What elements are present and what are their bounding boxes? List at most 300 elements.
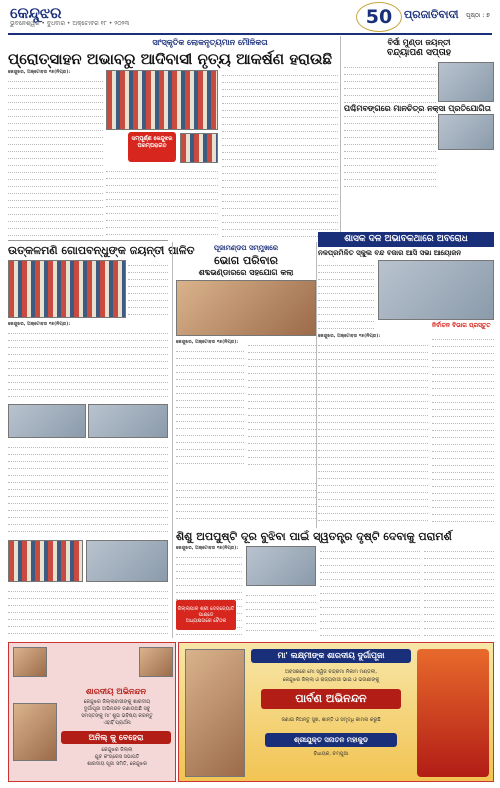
text-line (8, 477, 168, 483)
date-line: ଭୁବନେଶ୍ୱର • ବୁଧବାର • ଅକ୍ଟୋବର ୧୮ • ୨୦୨୩ (10, 20, 130, 27)
ad-right-title: ପାର୍ବଣ ଅଭିନନ୍ଦନ (261, 689, 401, 709)
text-line (318, 438, 428, 444)
text-line (424, 609, 494, 615)
school-headline: ପଶ୍ଚିମବଙ୍ଗରେ ମାନଚିତ୍ର ନକ୍ସା ପ୍ରତିଯୋଗିତା (344, 104, 491, 113)
lead-kicker: ସାଂସ୍କୃତିକ ଲୋକନୃତ୍ୟମାନ ମୌଳିକତା (152, 38, 268, 47)
text-line (176, 492, 316, 498)
text-line (432, 425, 494, 431)
text-line (8, 202, 103, 208)
text-line (424, 546, 494, 552)
text-line (248, 445, 316, 451)
text-line (248, 347, 316, 353)
text-line (344, 83, 436, 89)
assembly-subhead: ନଳପ୍ରମିଳିତ ସ୍କୁଲ ବନ୍ଦ ବଜାର ଆସି ସଭା ଆୟୋଜନ (318, 249, 462, 257)
text-line (222, 119, 338, 125)
text-line (222, 84, 338, 90)
text-line (8, 526, 168, 532)
ad-left-title-3: ଶାରଦୀୟ ପୂଜା ସମିତି, କେନ୍ଦୁଝର (87, 761, 147, 767)
paper-name: ପ୍ରଜାତିବାଦୀ (404, 8, 459, 21)
text-line (248, 396, 316, 402)
text-line (222, 210, 338, 216)
birsa-headline: ବିର୍ସା ମୁଣ୍ଡା ଜୟନ୍ତୀ (387, 38, 451, 47)
text-line (222, 77, 338, 83)
text-line (320, 567, 420, 573)
children-box (176, 600, 236, 630)
text-line (318, 382, 428, 388)
text-line (318, 431, 428, 437)
text-line (176, 374, 244, 380)
jayanti-photo-3 (88, 404, 168, 438)
puja-kicker: ପୂଜାମଣ୍ଡପ ସମ୍ମୁଖରେ (213, 244, 279, 252)
text-line (176, 513, 316, 519)
text-line (432, 439, 494, 445)
text-line (8, 118, 103, 124)
text-line (176, 444, 244, 450)
text-line (8, 442, 168, 448)
text-line (432, 355, 494, 361)
text-line (8, 83, 103, 89)
text-line (318, 403, 428, 409)
text-line (424, 567, 494, 573)
text-line (318, 494, 428, 500)
text-line (432, 411, 494, 417)
text-line (176, 552, 242, 558)
jayanti-col-right (128, 260, 168, 318)
text-line (128, 267, 168, 273)
text-line (128, 309, 168, 315)
text-line (248, 438, 316, 444)
text-line (222, 154, 338, 160)
column-rule (172, 242, 173, 638)
children-col-2 (246, 590, 316, 638)
birsa-subhead: ବନ୍ଦ୍ୟାପଣ ସପ୍ତାହ (386, 48, 452, 58)
text-line (222, 147, 338, 153)
text-line (318, 267, 374, 273)
birsa-photo (438, 62, 494, 102)
jayanti-headline: ଉତ୍କଳମଣି ଗୋପବନ୍ଧୁଙ୍କ ଜୟନ୍ତୀ ପାଳିତ (8, 244, 195, 257)
text-line (222, 224, 338, 230)
text-line (8, 512, 168, 518)
text-line (8, 342, 168, 348)
children-col-3 (320, 546, 420, 638)
text-line (424, 595, 494, 601)
text-line (176, 416, 244, 422)
text-line (248, 403, 316, 409)
text-line (176, 573, 242, 579)
text-line (176, 423, 244, 429)
school-photo (438, 114, 494, 150)
lead-col-2 (106, 166, 218, 238)
assembly-side-headline: ନିର୍ବାଚନ ବିଭାଗ ପ୍ରସ୍ତୁତ (432, 322, 491, 329)
column-rule (340, 36, 341, 232)
puja-byline: କେନ୍ଦୁଝର, ଅକ୍ଟୋବର ୧୭(ନିପ୍ର): (176, 340, 239, 345)
text-line (344, 139, 436, 145)
text-line (222, 133, 338, 139)
text-line (344, 97, 436, 103)
text-line (320, 609, 420, 615)
text-line (8, 104, 103, 110)
text-line (222, 196, 338, 202)
text-line (320, 623, 420, 629)
text-line (8, 146, 103, 152)
puja-col-3 (176, 478, 316, 526)
text-line (432, 362, 494, 368)
ad-right-banner: ମା' ଲକ୍ଷ୍ମୀଙ୍କ ଶାରଦୀୟ ଦୁର୍ଗାପୂଜା (251, 649, 411, 663)
text-line (318, 487, 428, 493)
text-line (318, 396, 428, 402)
ad-right-from: ଶ୍ରୀଯୁକ୍ତ ସନାତନ ମହାକୁଡ (265, 733, 397, 747)
text-line (320, 560, 420, 566)
text-line (320, 546, 420, 552)
text-line (176, 506, 316, 512)
lead-photo-small (180, 133, 218, 163)
text-line (8, 181, 103, 187)
text-line (8, 90, 103, 96)
text-line (8, 153, 103, 159)
text-line (432, 453, 494, 459)
text-line (176, 430, 244, 436)
text-line (176, 402, 244, 408)
ad-left-title-1: କେନ୍ଦୁଝର ଜିଲ୍ଲା (101, 747, 133, 753)
text-line (432, 418, 494, 424)
text-line (176, 353, 244, 359)
text-line (176, 395, 244, 401)
birsa-col (344, 62, 436, 192)
text-line (8, 174, 103, 180)
text-line (432, 460, 494, 466)
text-line (222, 91, 338, 97)
ad-right-line-1: ଅବସରରେ ମୋ ସ୍ୱିଜ ଚନ୍ଦ୍ରମା ନିକାମ ମଣ୍ଡଳୀ, (284, 669, 378, 675)
assembly-photo (378, 260, 494, 320)
text-line (8, 97, 103, 103)
text-line (8, 449, 168, 455)
text-line (8, 621, 168, 627)
text-line (318, 515, 428, 521)
text-line (246, 625, 316, 631)
ad-left (8, 642, 176, 782)
text-line (176, 381, 244, 387)
text-line (318, 508, 428, 514)
text-line (176, 580, 242, 586)
jayanti-col (8, 322, 168, 402)
text-line (8, 328, 168, 334)
ad-left-line-2: ଦୁର୍ଗାପୂଜା ଅଭିନନ୍ଦନ ଜଣାଉଅଛି ସବୁ (83, 706, 151, 712)
text-line (432, 509, 494, 515)
text-line (320, 581, 420, 587)
puja-col-2 (248, 340, 316, 472)
text-line (432, 341, 494, 347)
text-line (8, 377, 168, 383)
ad-left-line-3: ସମସ୍ତଙ୍କୁ ମା' ଶୁଭ ଭବିଷ୍ୟ କରନ୍ତୁ (81, 713, 153, 719)
text-line (222, 161, 338, 167)
text-line (318, 480, 428, 486)
text-line (222, 175, 338, 181)
text-line (424, 574, 494, 580)
ad-right-goddess-image (417, 649, 489, 777)
lead-badge: ସମ୍ପୂର୍ଣ୍ଣ କେନ୍ଦୁଝର ପରମ୍ପରାଗତ (128, 132, 176, 162)
text-line (318, 340, 428, 346)
text-line (318, 288, 374, 294)
text-line (344, 118, 436, 124)
text-line (8, 505, 168, 511)
children-photo (246, 546, 316, 586)
text-line (320, 595, 420, 601)
text-line (8, 167, 103, 173)
text-line (318, 466, 428, 472)
text-line (8, 484, 168, 490)
text-line (8, 470, 168, 476)
text-line (344, 76, 436, 82)
ad-left-name: ଅନିଲ୍ କୁ ବେହେରା (61, 731, 171, 744)
text-line (176, 559, 242, 565)
anniversary-logo: 50 (356, 2, 402, 32)
puja-photo (176, 280, 316, 336)
text-line (432, 348, 494, 354)
text-line (8, 498, 168, 504)
text-line (8, 188, 103, 194)
text-line (432, 467, 494, 473)
column-rule (316, 242, 317, 528)
children-box-label: ଜିଲ୍ଲାପାଳ ଶ୍ରୀ ଦେବଜ୍ୟୋତି ପାଣ୍ଡେ (177, 606, 235, 618)
ad-left-line-4: ଏହାହିଁ ପ୍ରାର୍ଥନା (103, 720, 131, 726)
text-line (8, 139, 103, 145)
text-line (222, 105, 338, 111)
assembly-col-3 (432, 334, 494, 524)
text-line (318, 309, 374, 315)
text-line (318, 323, 374, 329)
text-line (424, 581, 494, 587)
text-line (432, 369, 494, 375)
text-line (248, 375, 316, 381)
text-line (246, 590, 316, 596)
text-line (320, 588, 420, 594)
text-line (432, 376, 494, 382)
ad-right-wish: ଜଣାଇ ନିଅନ୍ତୁ ସୁଖ, ଶାନ୍ତି ଓ ସମୃଦ୍ଧି କାମନା କରୁଛି (281, 717, 381, 723)
text-line (128, 302, 168, 308)
text-line (318, 295, 374, 301)
jayanti-col-2 (8, 442, 168, 538)
text-line (8, 209, 103, 215)
text-line (344, 62, 436, 68)
text-line (248, 361, 316, 367)
text-line (318, 501, 428, 507)
text-line (106, 194, 218, 200)
ad-left-portrait-main (13, 703, 57, 761)
text-line (320, 616, 420, 622)
text-line (320, 553, 420, 559)
text-line (176, 566, 242, 572)
text-line (106, 222, 218, 228)
text-line (248, 459, 316, 465)
text-line (176, 409, 244, 415)
lead-headline: ପ୍ରୋତ୍ସାହନ ଅଭାବରୁ ଆଦିବାସୀ ନୃତ୍ୟ ଆକର୍ଷଣ ହରାଉଛି (8, 50, 333, 68)
text-line (248, 354, 316, 360)
children-headline: ଶିଶୁ ଅପପୁଷ୍ଟି ଦୂର ବୁଝିବା ପାଇଁ ସ୍ୱତନ୍ତ୍ର ଦୃଷ୍ଟି ଦେବାକୁ ପରାମର୍ଶ (176, 530, 452, 543)
text-line (432, 516, 494, 522)
text-line (320, 602, 420, 608)
text-line (8, 463, 168, 469)
text-line (432, 404, 494, 410)
text-line (8, 586, 168, 592)
text-line (248, 417, 316, 423)
text-line (248, 452, 316, 458)
text-line (106, 173, 218, 179)
assembly-byline: କେନ୍ଦୁଝର, ଅକ୍ଟୋବର ୧୭(ନିପ୍ର): (318, 334, 381, 339)
lead-col-1 (8, 70, 103, 238)
text-line (8, 230, 103, 236)
text-line (318, 410, 428, 416)
text-line (106, 215, 218, 221)
text-line (106, 229, 218, 235)
text-line (318, 361, 428, 367)
text-line (8, 111, 103, 117)
text-line (176, 437, 244, 443)
text-line (318, 445, 428, 451)
children-byline: କେନ୍ଦୁଝର, ଅକ୍ଟୋବର ୧୭(ନିପ୍ର): (176, 546, 239, 551)
puja-subhead: ଶବ୍ଦଭଣ୍ଡାରରେ ସହଯୋଗ କଲା (198, 268, 294, 277)
text-line (344, 153, 436, 159)
text-line (176, 458, 244, 464)
text-line (432, 481, 494, 487)
text-line (318, 473, 428, 479)
text-line (128, 295, 168, 301)
text-line (432, 397, 494, 403)
text-line (222, 126, 338, 132)
text-line (106, 208, 218, 214)
text-line (318, 452, 428, 458)
lead-byline: କେନ୍ଦୁଝର, ଅକ୍ଟୋବର ୧୭(ନିପ୍ର): (8, 70, 71, 75)
text-line (318, 389, 428, 395)
ad-left-line-1: କେନ୍ଦୁଝର ଜିଲ୍ଲାବାସୀଙ୍କୁ ଶାରଦୀୟ (83, 699, 151, 705)
text-line (106, 180, 218, 186)
puja-headline: ଭୋଗ ପରିବାର (214, 254, 278, 267)
text-line (8, 519, 168, 525)
text-line (128, 288, 168, 294)
text-line (8, 600, 168, 606)
text-line (8, 384, 168, 390)
text-line (222, 98, 338, 104)
text-line (8, 195, 103, 201)
text-line (106, 166, 218, 172)
text-line (8, 349, 168, 355)
text-line (318, 281, 374, 287)
text-line (424, 560, 494, 566)
ad-right-portrait (185, 649, 245, 777)
jayanti-photo-2 (8, 404, 86, 438)
lead-col-3 (222, 70, 338, 238)
text-line (424, 623, 494, 629)
text-line (8, 223, 103, 229)
text-line (248, 389, 316, 395)
text-line (318, 368, 428, 374)
text-line (432, 334, 494, 340)
text-line (8, 370, 168, 376)
children-col-4 (424, 546, 494, 638)
ad-left-title-2: ଯୁବ କଂଗ୍ରେସ ସଭାପତି (94, 754, 140, 760)
text-line (176, 451, 244, 457)
text-line (318, 316, 374, 322)
text-line (318, 347, 428, 353)
text-line (344, 146, 436, 152)
text-line (432, 474, 494, 480)
assembly-col-2 (318, 334, 428, 524)
text-line (176, 346, 244, 352)
masthead-rule (8, 33, 492, 35)
jayanti-photo-5 (86, 540, 168, 582)
text-line (128, 260, 168, 266)
text-line (318, 459, 428, 465)
page-number: ପୃଷ୍ଠା : ୭ (466, 12, 490, 19)
text-line (432, 488, 494, 494)
text-line (246, 618, 316, 624)
text-line (106, 187, 218, 193)
text-line (248, 431, 316, 437)
text-line (176, 478, 316, 484)
text-line (432, 502, 494, 508)
text-line (320, 574, 420, 580)
children-box-label-2: ଅଧ୍ୟକ୍ଷତାରେ ବୈଠକ (185, 618, 227, 624)
text-line (176, 499, 316, 505)
text-line (424, 602, 494, 608)
text-line (344, 90, 436, 96)
text-line (246, 611, 316, 617)
text-line (8, 356, 168, 362)
text-line (8, 593, 168, 599)
text-line (8, 125, 103, 131)
text-line (222, 217, 338, 223)
text-line (318, 375, 428, 381)
text-line (8, 391, 168, 397)
ad-left-greeting: ଶାରଦୀୟ ଅଭିନନ୍ଦନ (85, 687, 147, 696)
text-line (432, 432, 494, 438)
divider (8, 240, 168, 241)
masthead (0, 0, 500, 34)
text-line (246, 604, 316, 610)
text-line (318, 302, 374, 308)
text-line (424, 616, 494, 622)
text-line (222, 70, 338, 76)
ad-right-line-2: କେନ୍ଦୁଝର ଜିଲ୍ଲା ଓ ରାଜ୍ୟବାସୀ ଭାଇ ଓ ଭଉଣୀଙ୍କୁ (282, 677, 380, 683)
puja-col-1 (176, 340, 244, 472)
text-line (8, 216, 103, 222)
section-title: କେନ୍ଦୁଝର (10, 4, 62, 22)
text-line (344, 167, 436, 173)
text-line (222, 112, 338, 118)
text-line (8, 607, 168, 613)
text-line (318, 274, 374, 280)
text-line (246, 597, 316, 603)
text-line (8, 335, 168, 341)
ad-left-portrait-2 (139, 647, 173, 677)
jayanti-col-3 (8, 586, 168, 638)
text-line (344, 181, 436, 187)
text-line (432, 390, 494, 396)
text-line (344, 69, 436, 75)
text-line (318, 424, 428, 430)
assembly-col-1 (318, 260, 374, 330)
ad-right-from-title: ବିଧାୟକ, ଚମ୍ପୁଆ (313, 751, 349, 757)
text-line (128, 274, 168, 280)
text-line (424, 588, 494, 594)
text-line (222, 168, 338, 174)
assembly-headline: ଶାସକ ଦଳ ଅଭାବକଥାରେ ଅବରୋଧ (318, 232, 494, 247)
text-line (8, 491, 168, 497)
text-line (8, 132, 103, 138)
text-line (344, 160, 436, 166)
text-line (432, 383, 494, 389)
lead-photo-dancers (106, 70, 218, 130)
text-line (8, 363, 168, 369)
